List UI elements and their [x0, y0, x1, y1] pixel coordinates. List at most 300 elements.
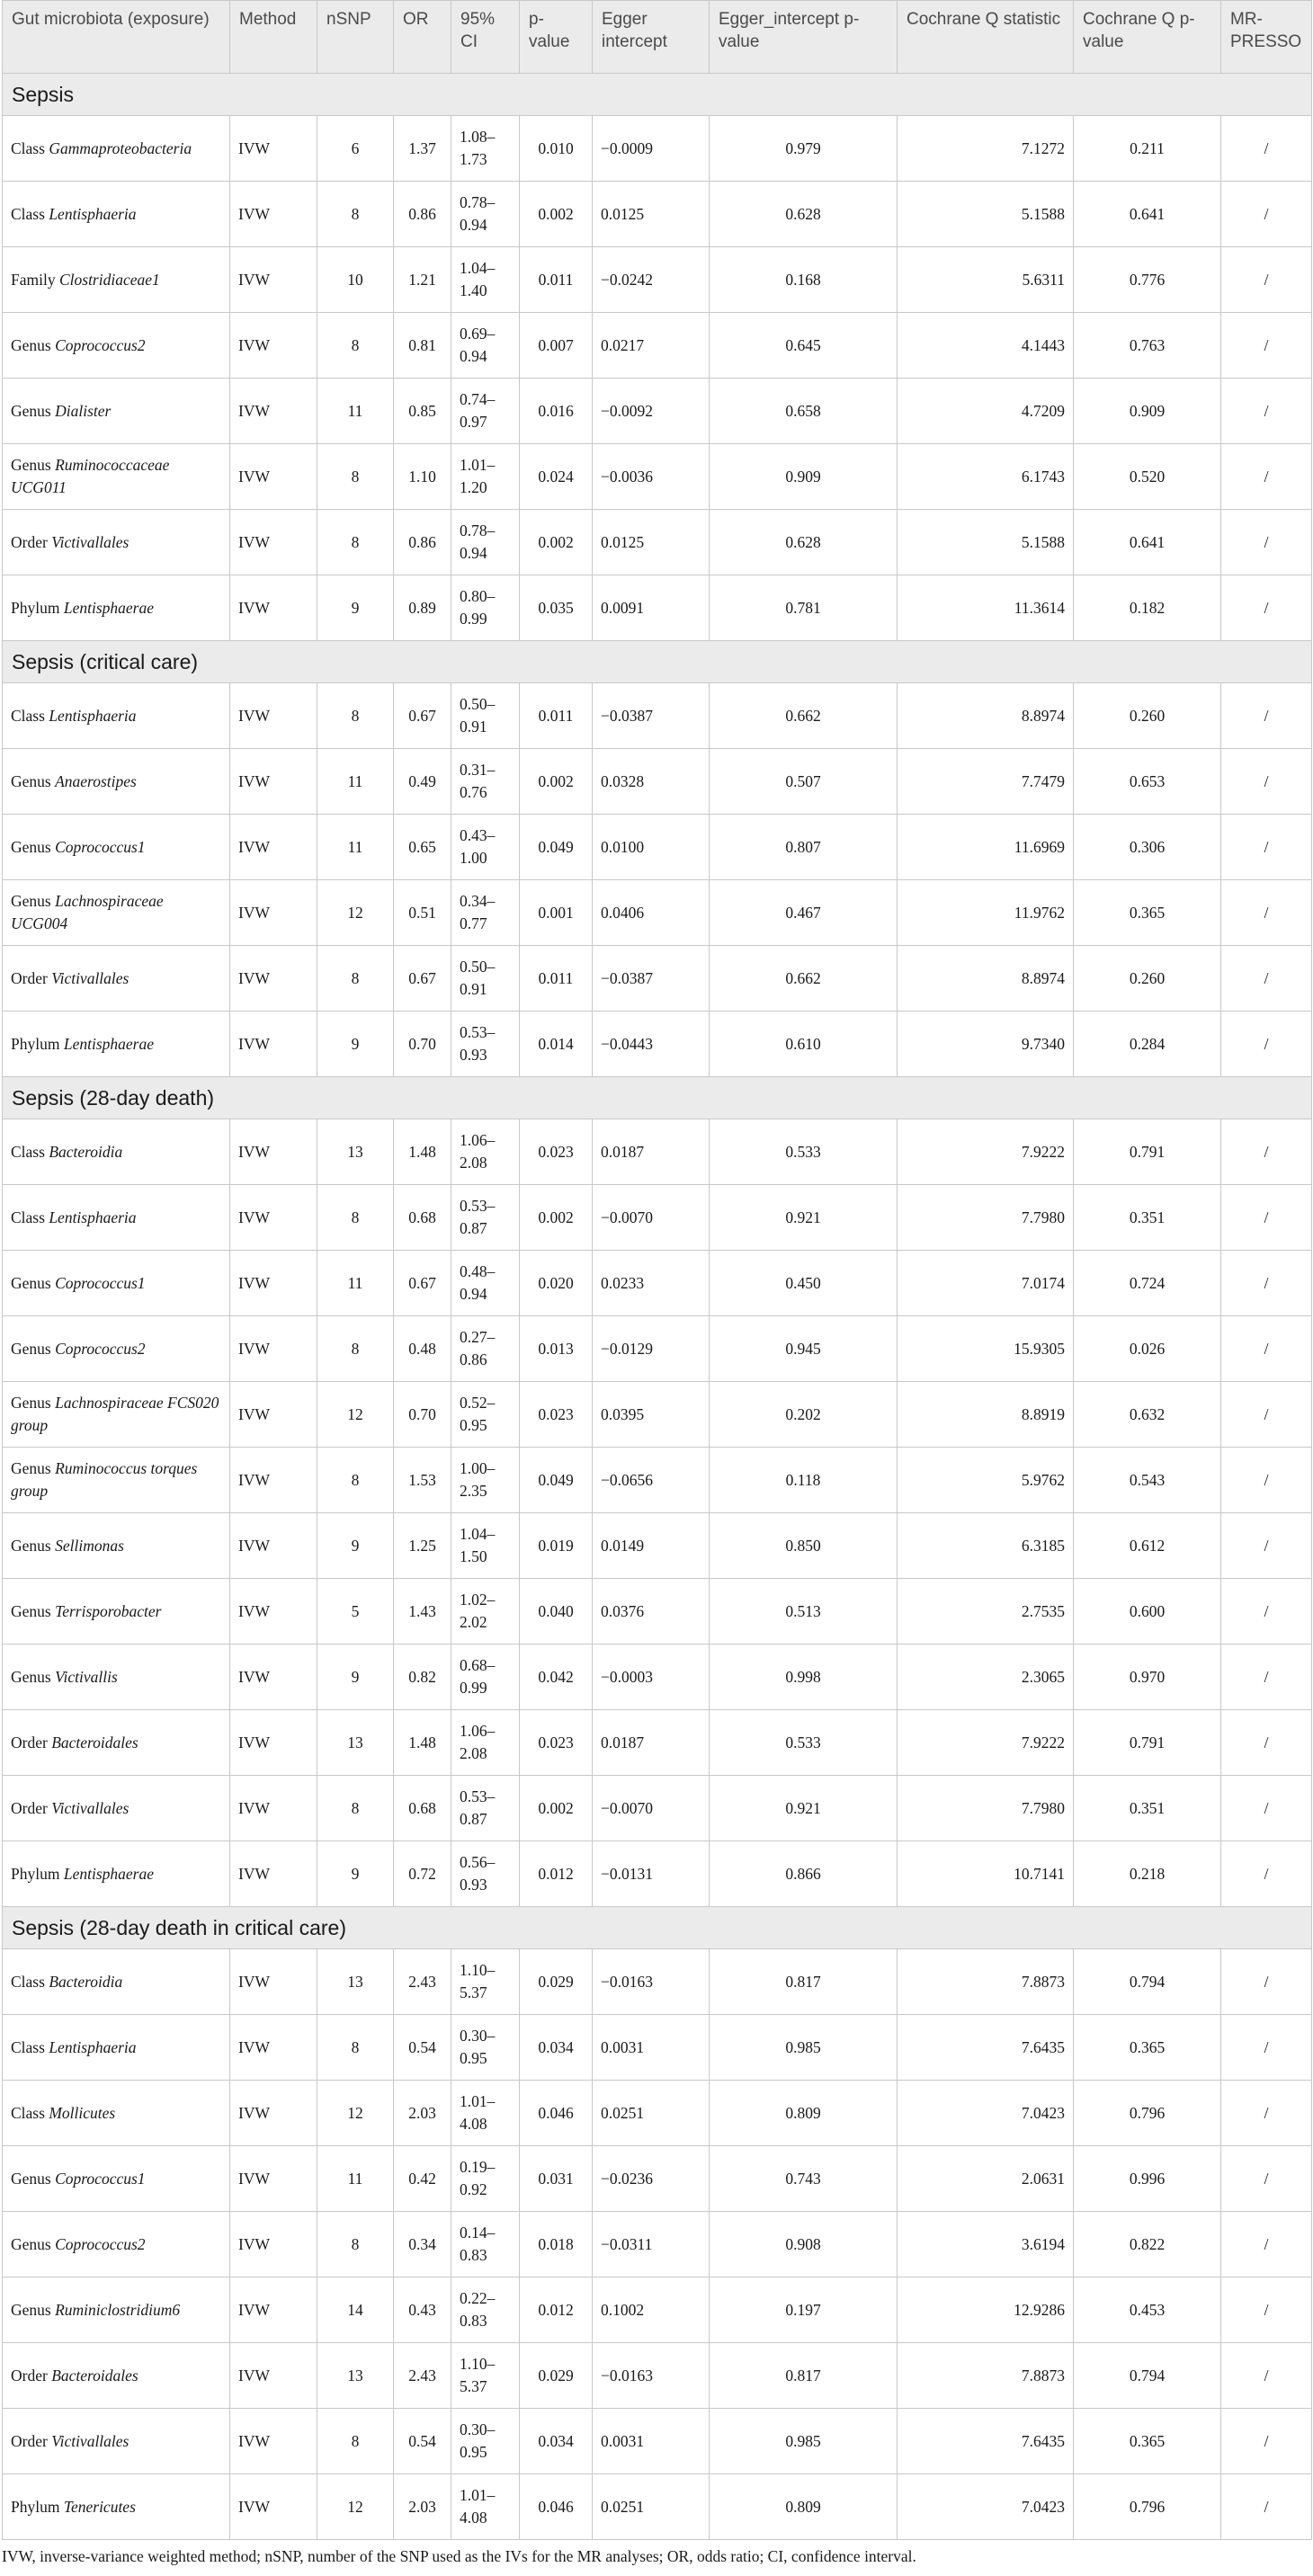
- cochrane-q-pvalue-cell: 0.612: [1074, 1513, 1221, 1579]
- cochrane-q-pvalue-cell: 0.763: [1074, 313, 1221, 379]
- mr-presso-cell: /: [1221, 2081, 1312, 2146]
- table-row: [3, 379, 1312, 444]
- taxon-rank: Class: [11, 138, 45, 157]
- pvalue-cell: 0.023: [520, 1119, 593, 1185]
- nsnp-cell: 6: [317, 116, 394, 182]
- ci-cell: 0.52–0.95: [451, 1382, 520, 1448]
- method-cell: IVW: [230, 1645, 317, 1710]
- egger-intercept-cell: −0.0003: [593, 1645, 710, 1710]
- exposure-cell: [3, 2343, 230, 2409]
- table-row: [3, 2146, 1312, 2212]
- taxon-rank: Genus: [11, 1601, 51, 1620]
- taxon-name: Lentisphaeria: [49, 1208, 137, 1226]
- cochrane-q-pvalue-cell: 0.970: [1074, 1645, 1221, 1710]
- table-row: [3, 1251, 1312, 1316]
- taxon-name: Bacteroidia: [49, 1972, 123, 1991]
- pvalue-cell: 0.002: [520, 1776, 593, 1841]
- section-title: Sepsis (28-day death): [3, 1077, 1312, 1119]
- header-ci: 95% CI: [451, 1, 520, 74]
- cochrane-q-cell: 11.3614: [898, 575, 1074, 641]
- exposure-cell: [3, 2212, 230, 2277]
- mr-results-table: [2, 0, 1312, 2540]
- table-row: [3, 1382, 1312, 1448]
- nsnp-cell: 11: [317, 815, 394, 880]
- section-title: Sepsis: [3, 74, 1312, 116]
- cochrane-q-cell: 10.7141: [898, 1841, 1074, 1907]
- exposure-cell: [3, 2081, 230, 2146]
- nsnp-cell: 8: [317, 510, 394, 575]
- or-cell: 1.48: [394, 1710, 451, 1776]
- table-row: [3, 683, 1312, 749]
- or-cell: 2.43: [394, 2343, 451, 2409]
- exposure-cell: [3, 1841, 230, 1907]
- pvalue-cell: 0.012: [520, 2277, 593, 2343]
- cochrane-q-cell: 2.7535: [898, 1579, 1074, 1645]
- section-row: [3, 1077, 1312, 1119]
- nsnp-cell: 12: [317, 880, 394, 946]
- or-cell: 0.43: [394, 2277, 451, 2343]
- taxon-name: Lachnospiraceae UCG004: [11, 892, 164, 932]
- egger-pvalue-cell: 0.921: [710, 1776, 898, 1841]
- or-cell: 0.68: [394, 1185, 451, 1251]
- egger-intercept-cell: 0.0125: [593, 182, 710, 247]
- pvalue-cell: 0.018: [520, 2212, 593, 2277]
- taxon-name: Lentisphaerae: [63, 598, 154, 617]
- nsnp-cell: 8: [317, 1448, 394, 1513]
- ci-cell: 0.48–0.94: [451, 1251, 520, 1316]
- cochrane-q-cell: 5.1588: [898, 510, 1074, 575]
- egger-intercept-cell: 0.0395: [593, 1382, 710, 1448]
- cochrane-q-cell: 8.8974: [898, 683, 1074, 749]
- header-egger-pvalue: Egger_intercept p-value: [710, 1, 898, 74]
- method-cell: IVW: [230, 182, 317, 247]
- taxon-name: Ruminiclostridium6: [55, 2300, 181, 2319]
- or-cell: 1.25: [394, 1513, 451, 1579]
- table-footnote: IVW, inverse-variance weighted method; nSNP, number of the SNP used as the IVs for the MR analyses; OR, odds ratio; CI, confidence interval.: [2, 2547, 916, 2565]
- taxon-rank: Genus: [11, 2300, 51, 2319]
- method-cell: IVW: [230, 946, 317, 1012]
- nsnp-cell: 13: [317, 1119, 394, 1185]
- header-method: Method: [230, 1, 317, 74]
- egger-pvalue-cell: 0.998: [710, 1645, 898, 1710]
- nsnp-cell: 8: [317, 444, 394, 510]
- egger-pvalue-cell: 0.985: [710, 2015, 898, 2081]
- egger-intercept-cell: 0.0251: [593, 2081, 710, 2146]
- or-cell: 0.42: [394, 2146, 451, 2212]
- exposure-cell: [3, 313, 230, 379]
- mr-presso-cell: /: [1221, 2277, 1312, 2343]
- egger-intercept-cell: 0.0031: [593, 2409, 710, 2474]
- or-cell: 0.86: [394, 182, 451, 247]
- egger-pvalue-cell: 0.628: [710, 510, 898, 575]
- taxon-rank: Genus: [11, 2169, 51, 2188]
- exposure-cell: [3, 1949, 230, 2015]
- cochrane-q-cell: 7.7479: [898, 749, 1074, 815]
- egger-intercept-cell: 0.0149: [593, 1513, 710, 1579]
- ci-cell: 0.50–0.91: [451, 683, 520, 749]
- pvalue-cell: 0.019: [520, 1513, 593, 1579]
- section-title: Sepsis (critical care): [3, 641, 1312, 683]
- taxon-rank: Family: [11, 270, 56, 289]
- mr-presso-cell: /: [1221, 116, 1312, 182]
- or-cell: 1.48: [394, 1119, 451, 1185]
- mr-presso-cell: /: [1221, 182, 1312, 247]
- pvalue-cell: 0.040: [520, 1579, 593, 1645]
- taxon-rank: Phylum: [11, 2497, 60, 2516]
- cochrane-q-cell: 9.7340: [898, 1012, 1074, 1077]
- taxon-name: Clostridiaceae1: [58, 270, 160, 289]
- egger-pvalue-cell: 0.628: [710, 182, 898, 247]
- table-row: [3, 946, 1312, 1012]
- table-row: [3, 1645, 1312, 1710]
- exposure-cell: [3, 2277, 230, 2343]
- egger-intercept-cell: −0.0163: [593, 1949, 710, 2015]
- egger-pvalue-cell: 0.809: [710, 2474, 898, 2540]
- cochrane-q-cell: 7.0423: [898, 2474, 1074, 2540]
- cochrane-q-pvalue-cell: 0.632: [1074, 1382, 1221, 1448]
- taxon-name: Bacteroidia: [49, 1142, 123, 1161]
- cochrane-q-pvalue-cell: 0.260: [1074, 683, 1221, 749]
- mr-presso-cell: /: [1221, 1776, 1312, 1841]
- taxon-rank: Class: [11, 1142, 45, 1161]
- egger-pvalue-cell: 0.118: [710, 1448, 898, 1513]
- taxon-rank: Genus: [11, 335, 51, 354]
- cochrane-q-cell: 4.7209: [898, 379, 1074, 444]
- method-cell: IVW: [230, 1382, 317, 1448]
- taxon-rank: Order: [11, 2366, 48, 2384]
- section-row: [3, 74, 1312, 116]
- method-cell: IVW: [230, 313, 317, 379]
- pvalue-cell: 0.046: [520, 2081, 593, 2146]
- exposure-cell: [3, 1710, 230, 1776]
- taxon-rank: Genus: [11, 456, 51, 474]
- egger-pvalue-cell: 0.945: [710, 1316, 898, 1382]
- ci-cell: 0.68–0.99: [451, 1645, 520, 1710]
- taxon-name: Ruminococcaceae UCG011: [11, 456, 170, 496]
- cochrane-q-cell: 7.7980: [898, 1185, 1074, 1251]
- pvalue-cell: 0.012: [520, 1841, 593, 1907]
- egger-intercept-cell: −0.0009: [593, 116, 710, 182]
- egger-intercept-cell: 0.0091: [593, 575, 710, 641]
- or-cell: 1.53: [394, 1448, 451, 1513]
- egger-pvalue-cell: 0.450: [710, 1251, 898, 1316]
- or-cell: 1.10: [394, 444, 451, 510]
- cochrane-q-cell: 3.6194: [898, 2212, 1074, 2277]
- method-cell: IVW: [230, 683, 317, 749]
- pvalue-cell: 0.010: [520, 116, 593, 182]
- pvalue-cell: 0.034: [520, 2015, 593, 2081]
- taxon-rank: Genus: [11, 1273, 51, 1292]
- exposure-cell: [3, 1645, 230, 1710]
- method-cell: IVW: [230, 1841, 317, 1907]
- exposure-cell: [3, 2015, 230, 2081]
- or-cell: 0.48: [394, 1316, 451, 1382]
- header-pvalue: p-value: [520, 1, 593, 74]
- method-cell: IVW: [230, 2081, 317, 2146]
- egger-pvalue-cell: 0.645: [710, 313, 898, 379]
- taxon-rank: Genus: [11, 1339, 51, 1358]
- egger-intercept-cell: −0.0163: [593, 2343, 710, 2409]
- egger-intercept-cell: −0.0656: [593, 1448, 710, 1513]
- egger-intercept-cell: −0.0092: [593, 379, 710, 444]
- mr-presso-cell: /: [1221, 683, 1312, 749]
- method-cell: IVW: [230, 575, 317, 641]
- pvalue-cell: 0.002: [520, 510, 593, 575]
- mr-presso-cell: /: [1221, 1579, 1312, 1645]
- method-cell: IVW: [230, 2212, 317, 2277]
- ci-cell: 1.00–2.35: [451, 1448, 520, 1513]
- egger-intercept-cell: −0.0387: [593, 946, 710, 1012]
- table-row: [3, 575, 1312, 641]
- egger-intercept-cell: 0.0251: [593, 2474, 710, 2540]
- table-row: [3, 1316, 1312, 1382]
- egger-intercept-cell: 0.0187: [593, 1710, 710, 1776]
- ci-cell: 0.27–0.86: [451, 1316, 520, 1382]
- table-row: [3, 2015, 1312, 2081]
- taxon-rank: Genus: [11, 837, 51, 856]
- taxon-rank: Genus: [11, 771, 51, 790]
- mr-presso-cell: /: [1221, 2409, 1312, 2474]
- exposure-cell: [3, 1012, 230, 1077]
- pvalue-cell: 0.029: [520, 2343, 593, 2409]
- taxon-name: Victivallales: [51, 532, 130, 551]
- or-cell: 0.54: [394, 2015, 451, 2081]
- cochrane-q-cell: 7.8873: [898, 1949, 1074, 2015]
- or-cell: 0.49: [394, 749, 451, 815]
- ci-cell: 1.10–5.37: [451, 1949, 520, 2015]
- exposure-cell: [3, 575, 230, 641]
- egger-intercept-cell: −0.0070: [593, 1185, 710, 1251]
- taxon-name: Terrisporobacter: [55, 1601, 162, 1620]
- mr-presso-cell: /: [1221, 510, 1312, 575]
- method-cell: IVW: [230, 749, 317, 815]
- nsnp-cell: 8: [317, 1185, 394, 1251]
- mr-presso-cell: /: [1221, 1185, 1312, 1251]
- ci-cell: 0.34–0.77: [451, 880, 520, 946]
- cochrane-q-cell: 7.6435: [898, 2409, 1074, 2474]
- pvalue-cell: 0.011: [520, 247, 593, 313]
- taxon-rank: Genus: [11, 1394, 51, 1412]
- cochrane-q-pvalue-cell: 0.284: [1074, 1012, 1221, 1077]
- cochrane-q-cell: 8.8919: [898, 1382, 1074, 1448]
- cochrane-q-pvalue-cell: 0.306: [1074, 815, 1221, 880]
- mr-presso-cell: /: [1221, 1710, 1312, 1776]
- taxon-name: Coprococcus1: [55, 2169, 146, 2188]
- egger-pvalue-cell: 0.533: [710, 1119, 898, 1185]
- taxon-rank: Class: [11, 706, 45, 725]
- cochrane-q-cell: 5.1588: [898, 182, 1074, 247]
- pvalue-cell: 0.046: [520, 2474, 593, 2540]
- method-cell: IVW: [230, 116, 317, 182]
- egger-intercept-cell: −0.0236: [593, 2146, 710, 2212]
- egger-pvalue-cell: 0.467: [710, 880, 898, 946]
- table-row: [3, 510, 1312, 575]
- exposure-cell: [3, 683, 230, 749]
- taxon-rank: Class: [11, 1208, 45, 1226]
- exposure-cell: [3, 749, 230, 815]
- ci-cell: 0.19–0.92: [451, 2146, 520, 2212]
- pvalue-cell: 0.023: [520, 1382, 593, 1448]
- pvalue-cell: 0.001: [520, 880, 593, 946]
- mr-presso-cell: /: [1221, 313, 1312, 379]
- nsnp-cell: 12: [317, 1382, 394, 1448]
- nsnp-cell: 9: [317, 1841, 394, 1907]
- ci-cell: 0.78–0.94: [451, 182, 520, 247]
- cochrane-q-pvalue-cell: 0.794: [1074, 2343, 1221, 2409]
- taxon-name: Victivallales: [51, 1798, 130, 1817]
- method-cell: IVW: [230, 510, 317, 575]
- pvalue-cell: 0.011: [520, 683, 593, 749]
- method-cell: IVW: [230, 1710, 317, 1776]
- nsnp-cell: 8: [317, 2212, 394, 2277]
- exposure-cell: [3, 247, 230, 313]
- nsnp-cell: 8: [317, 2015, 394, 2081]
- or-cell: 2.03: [394, 2081, 451, 2146]
- method-cell: IVW: [230, 1949, 317, 2015]
- exposure-cell: [3, 2474, 230, 2540]
- pvalue-cell: 0.049: [520, 1448, 593, 1513]
- cochrane-q-pvalue-cell: 0.351: [1074, 1776, 1221, 1841]
- table-header: [3, 1, 1312, 74]
- egger-intercept-cell: 0.0328: [593, 749, 710, 815]
- exposure-cell: [3, 1776, 230, 1841]
- table-row: [3, 1119, 1312, 1185]
- nsnp-cell: 13: [317, 1710, 394, 1776]
- egger-pvalue-cell: 0.610: [710, 1012, 898, 1077]
- taxon-name: Victivallales: [51, 968, 130, 987]
- pvalue-cell: 0.020: [520, 1251, 593, 1316]
- egger-intercept-cell: −0.0242: [593, 247, 710, 313]
- section-row: [3, 1907, 1312, 1949]
- egger-pvalue-cell: 0.866: [710, 1841, 898, 1907]
- exposure-cell: [3, 815, 230, 880]
- cochrane-q-pvalue-cell: 0.724: [1074, 1251, 1221, 1316]
- cochrane-q-pvalue-cell: 0.822: [1074, 2212, 1221, 2277]
- table-row: [3, 749, 1312, 815]
- mr-presso-cell: /: [1221, 1382, 1312, 1448]
- or-cell: 1.43: [394, 1579, 451, 1645]
- mr-presso-cell: /: [1221, 1316, 1312, 1382]
- egger-intercept-cell: 0.1002: [593, 2277, 710, 2343]
- egger-pvalue-cell: 0.662: [710, 946, 898, 1012]
- exposure-cell: [3, 379, 230, 444]
- taxon-rank: Order: [11, 532, 48, 551]
- egger-intercept-cell: −0.0131: [593, 1841, 710, 1907]
- table-row: [3, 2409, 1312, 2474]
- table-row: [3, 182, 1312, 247]
- method-cell: IVW: [230, 1579, 317, 1645]
- header-cochrane-q-pvalue: Cochrane Q p-value: [1074, 1, 1221, 74]
- table-row: [3, 1949, 1312, 2015]
- pvalue-cell: 0.049: [520, 815, 593, 880]
- or-cell: 2.03: [394, 2474, 451, 2540]
- cochrane-q-cell: 6.1743: [898, 444, 1074, 510]
- taxon-name: Coprococcus1: [55, 1273, 146, 1292]
- taxon-rank: Genus: [11, 401, 51, 420]
- exposure-cell: [3, 1316, 230, 1382]
- mr-presso-cell: /: [1221, 1012, 1312, 1077]
- cochrane-q-pvalue-cell: 0.365: [1074, 880, 1221, 946]
- or-cell: 0.70: [394, 1012, 451, 1077]
- header-cochrane-q: Cochrane Q statistic: [898, 1, 1074, 74]
- cochrane-q-cell: 7.0174: [898, 1251, 1074, 1316]
- taxon-rank: Order: [11, 1733, 48, 1752]
- cochrane-q-cell: 7.9222: [898, 1119, 1074, 1185]
- ci-cell: 0.50–0.91: [451, 946, 520, 1012]
- mr-presso-cell: /: [1221, 1949, 1312, 2015]
- cochrane-q-pvalue-cell: 0.520: [1074, 444, 1221, 510]
- cochrane-q-pvalue-cell: 0.776: [1074, 247, 1221, 313]
- cochrane-q-cell: 2.0631: [898, 2146, 1074, 2212]
- cochrane-q-pvalue-cell: 0.453: [1074, 2277, 1221, 2343]
- cochrane-q-cell: 6.3185: [898, 1513, 1074, 1579]
- ci-cell: 0.80–0.99: [451, 575, 520, 641]
- egger-pvalue-cell: 0.817: [710, 1949, 898, 2015]
- taxon-name: Victivallis: [55, 1667, 118, 1686]
- egger-intercept-cell: −0.0311: [593, 2212, 710, 2277]
- cochrane-q-pvalue-cell: 0.791: [1074, 1710, 1221, 1776]
- exposure-cell: [3, 1382, 230, 1448]
- taxon-name: Lentisphaeria: [49, 204, 137, 223]
- cochrane-q-pvalue-cell: 0.365: [1074, 2409, 1221, 2474]
- cochrane-q-cell: 8.8974: [898, 946, 1074, 1012]
- taxon-rank: Class: [11, 204, 45, 223]
- nsnp-cell: 9: [317, 575, 394, 641]
- nsnp-cell: 12: [317, 2081, 394, 2146]
- table-row: [3, 2474, 1312, 2540]
- method-cell: IVW: [230, 1316, 317, 1382]
- nsnp-cell: 8: [317, 2409, 394, 2474]
- egger-pvalue-cell: 0.513: [710, 1579, 898, 1645]
- table-row: [3, 1012, 1312, 1077]
- nsnp-cell: 8: [317, 182, 394, 247]
- exposure-cell: [3, 116, 230, 182]
- taxon-rank: Order: [11, 2431, 48, 2450]
- mr-presso-cell: /: [1221, 575, 1312, 641]
- table-row: [3, 2277, 1312, 2343]
- taxon-name: Ruminococcus torques group: [11, 1459, 198, 1500]
- taxon-name: Victivallales: [51, 2431, 130, 2450]
- header-exposure: Gut microbiota (exposure): [3, 1, 230, 74]
- or-cell: 0.70: [394, 1382, 451, 1448]
- egger-pvalue-cell: 0.658: [710, 379, 898, 444]
- taxon-rank: Class: [11, 2037, 45, 2056]
- ci-cell: 1.01–4.08: [451, 2474, 520, 2540]
- pvalue-cell: 0.031: [520, 2146, 593, 2212]
- taxon-name: Coprococcus2: [55, 335, 146, 354]
- egger-pvalue-cell: 0.908: [710, 2212, 898, 2277]
- taxon-rank: Phylum: [11, 1034, 60, 1053]
- mr-presso-cell: /: [1221, 2343, 1312, 2409]
- taxon-name: Tenericutes: [63, 2497, 136, 2516]
- pvalue-cell: 0.002: [520, 1185, 593, 1251]
- egger-pvalue-cell: 0.202: [710, 1382, 898, 1448]
- method-cell: IVW: [230, 1448, 317, 1513]
- taxon-name: Lentisphaerae: [63, 1864, 154, 1883]
- nsnp-cell: 14: [317, 2277, 394, 2343]
- ci-cell: 0.30–0.95: [451, 2015, 520, 2081]
- nsnp-cell: 11: [317, 2146, 394, 2212]
- nsnp-cell: 13: [317, 1949, 394, 2015]
- mr-presso-cell: /: [1221, 815, 1312, 880]
- mr-presso-cell: /: [1221, 379, 1312, 444]
- taxon-rank: Genus: [11, 892, 51, 910]
- pvalue-cell: 0.035: [520, 575, 593, 641]
- cochrane-q-pvalue-cell: 0.653: [1074, 749, 1221, 815]
- pvalue-cell: 0.016: [520, 379, 593, 444]
- taxon-name: Sellimonas: [55, 1536, 124, 1555]
- taxon-name: Coprococcus2: [55, 1339, 146, 1358]
